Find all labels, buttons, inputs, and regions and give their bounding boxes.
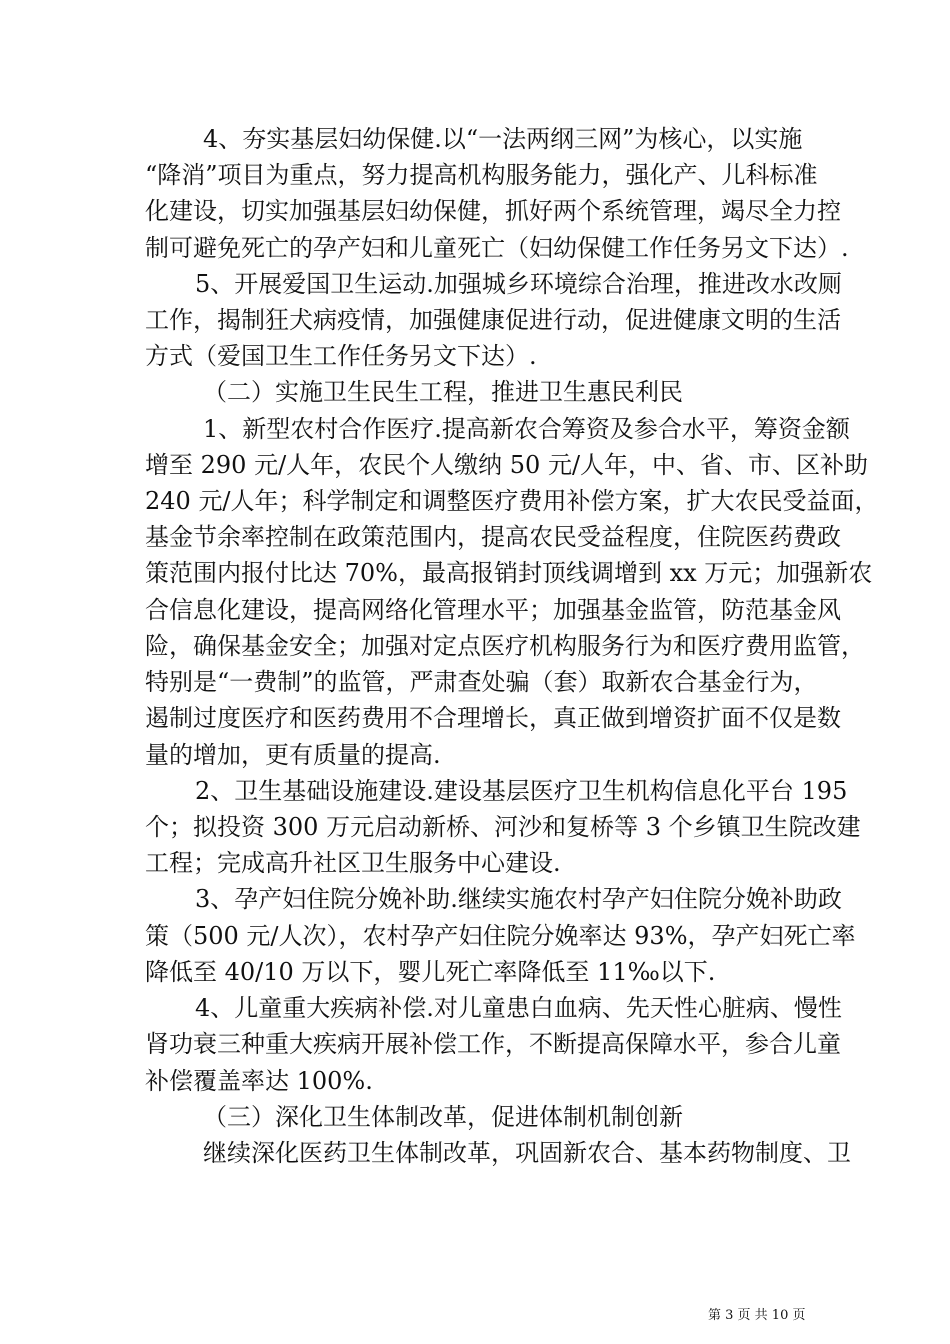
text-line: 增至 290 元/人年，农民个人缴纳 50 元/人年，中、省、市、区补助 (145, 451, 869, 479)
text-line: 补偿覆盖率达 100%. (145, 1067, 373, 1095)
text-line: 5、开展爱国卫生运动.加强城乡环境综合治理，推进改水改厕 (195, 270, 842, 298)
text-line: 240 元/人年；科学制定和调整医疗费用补偿方案，扩大农民受益面， (145, 487, 879, 515)
text-line: 化建设，切实加强基层妇幼保健，抓好两个系统管理，竭尽全力控 (145, 197, 841, 225)
text-line: 遏制过度医疗和医药费用不合理增长，真正做到增资扩面不仅是数 (145, 704, 841, 732)
text-line: 肾功衰三种重大疾病开展补偿工作，不断提高保障水平，参合儿童 (145, 1030, 841, 1058)
text-line: 个；拟投资 300 万元启动新桥、河沙和复桥等 3 个乡镇卫生院改建 (145, 813, 861, 841)
text-line: 基金节余率控制在政策范围内，提高农民受益程度，住院医药费政 (145, 523, 841, 551)
page-number-footer: 第 3 页 共 10 页 (708, 1308, 806, 1323)
text-line: 2、卫生基础设施建设.建设基层医疗卫生机构信息化平台 195 (195, 777, 848, 805)
text-line: 继续深化医药卫生体制改革，巩固新农合、基本药物制度、卫 (203, 1139, 851, 1167)
text-line: 制可避免死亡的孕产妇和儿童死亡（妇幼保健工作任务另文下达）. (145, 234, 849, 262)
text-line: 工作，揭制狂犬病疫情，加强健康促进行动，促进健康文明的生活 (145, 306, 841, 334)
section-heading: （二）实施卫生民生工程，推进卫生惠民利民 (203, 378, 683, 406)
text-line: 3、孕产妇住院分娩补助.继续实施农村孕产妇住院分娩补助政 (195, 885, 842, 913)
text-line: 特别是“一费制”的监管，严肃查处骗（套）取新农合基金行为， (145, 668, 818, 696)
text-line: 险，确保基金安全；加强对定点医疗机构服务行为和医疗费用监管， (145, 632, 865, 660)
text-line: 合信息化建设，提高网络化管理水平；加强基金监管，防范基金风 (145, 596, 841, 624)
text-line: 方式（爱国卫生工作任务另文下达）. (145, 342, 537, 370)
text-line: 量的增加，更有质量的提高. (145, 741, 441, 769)
section-heading: （三）深化卫生体制改革，促进体制机制创新 (203, 1103, 683, 1131)
text-line: 4、夯实基层妇幼保健.以“一法两纲三网”为核心，以实施 (203, 125, 803, 153)
text-line: 4、儿童重大疾病补偿.对儿童患白血病、先天性心脏病、慢性 (195, 994, 842, 1022)
text-line: 策范围内报付比达 70%，最高报销封顶线调增到 xx 万元；加强新农 (145, 559, 873, 587)
text-line: 策（500 元/人次），农村孕产妇住院分娩率达 93%，孕产妇死亡率 (145, 922, 856, 950)
text-line: 工程；完成高升社区卫生服务中心建设. (145, 849, 561, 877)
text-line: “降消”项目为重点，努力提高机构服务能力，强化产、儿科标准 (145, 161, 818, 189)
text-line: 1、新型农村合作医疗.提高新农合筹资及参合水平，筹资金额 (203, 415, 850, 443)
text-line: 降低至 40/10 万以下，婴儿死亡率降低至 11‰以下. (145, 958, 716, 986)
